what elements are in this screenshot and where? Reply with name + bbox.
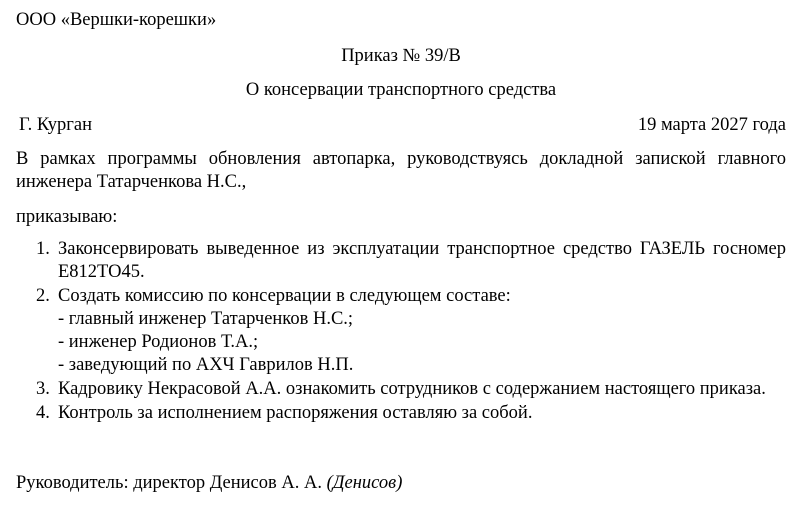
- item-text: Законсервировать выведенное из эксплуатации транспортное средство ГАЗЕЛЬ госномер Е812ТО45.: [58, 239, 786, 282]
- order-word: приказываю:: [16, 207, 118, 227]
- preamble: В рамках программы обновления автопарка, руководствуясь докладной запиской главного инженера Татарченкова Н.С.,: [16, 149, 786, 192]
- order-date: 19 марта 2027 года: [637, 115, 786, 135]
- commission-member: - инженер Родионов Т.А.;: [58, 332, 259, 352]
- order-items-list: [16, 238, 786, 426]
- signature-handwritten: (Денисов): [326, 473, 403, 493]
- item-number: 3.: [36, 379, 50, 399]
- signature-line: [16, 472, 402, 495]
- list-item: [16, 285, 786, 377]
- organization-name: ООО «Вершки-корешки»: [16, 10, 217, 30]
- item-number: 2.: [36, 286, 50, 306]
- item-text: Создать комиссию по консервации в следующем составе:: [58, 286, 511, 306]
- list-item: [16, 402, 786, 425]
- item-number: 1.: [36, 239, 50, 259]
- commission-members: [58, 308, 786, 377]
- order-number: Приказ № 39/В: [341, 46, 461, 66]
- list-item: [16, 238, 786, 284]
- list-item: [16, 378, 786, 401]
- item-number: 4.: [36, 403, 50, 423]
- place-date-row: [16, 114, 786, 137]
- signature-label: Руководитель: директор Денисов А. А.: [16, 473, 322, 493]
- item-text: Кадровику Некрасовой А.А. ознакомить сотрудников с содержанием настоящего приказа.: [58, 379, 766, 399]
- commission-member: - главный инженер Татарченков Н.С.;: [58, 309, 354, 329]
- commission-member: - заведующий по АХЧ Гаврилов Н.П.: [58, 355, 354, 375]
- item-text: Контроль за исполнением распоряжения оставляю за собой.: [58, 403, 533, 423]
- city: Г. Курган: [19, 115, 93, 135]
- order-subject: О консервации транспортного средства: [245, 80, 557, 100]
